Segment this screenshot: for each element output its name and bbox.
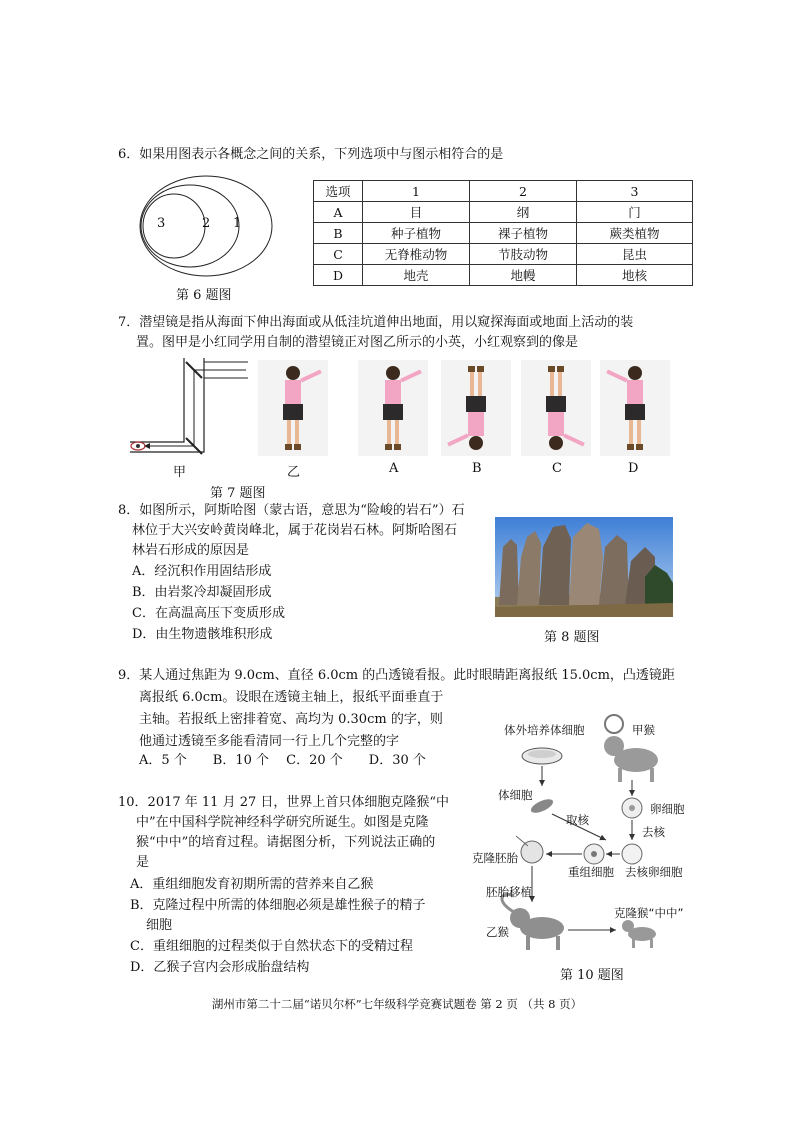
q8-line2: 林位于大兴安岭黄岗峰北，属于花岗岩石林。阿斯哈图石 [132,523,458,538]
label-transfer: 胚胎移植 [486,885,532,899]
table-header-cell: 3 [577,181,693,202]
q8-option-b: B．由岩浆冷却凝固形成 [132,585,272,600]
table-cell: B [314,223,363,244]
table-cell: 裸子植物 [470,223,577,244]
q8-option-c: C．在高温高压下变质形成 [132,606,285,621]
q6-options-table [313,180,693,286]
page-footer: 湖州市第二十二届“诺贝尔杯”七年级科学竞赛试题卷 第 2 页 （共 8 页） [211,997,583,1011]
label-somatic: 体细胞 [498,788,533,802]
q10-option-b: B．克隆过程中所需的体细胞必须是雄性猴子的精子 [130,898,426,913]
table-header-row [314,181,693,202]
photo-yi-child [258,360,328,456]
q8-line1: 8．如图所示，阿斯哈图（蒙古语，意思为“险峻的岩石”）石 [118,503,465,518]
table-cell: 地核 [577,265,693,286]
q8-option-d: D．由生物遗骸堆积形成 [132,627,273,642]
table-row [314,265,693,286]
photo-option-b [441,360,511,456]
circle-label-3: 3 [157,216,166,231]
rock-forest-photo [495,517,673,617]
table-row [314,223,693,244]
table-header-cell: 选项 [314,181,363,202]
label-enucleated: 去核卵细胞 [625,865,683,879]
table-cell: 节肢动物 [470,244,577,265]
q8-caption: 第 8 题图 [544,630,600,645]
circle-label-1: 1 [233,216,242,231]
label-monkey-b: 乙猴 [486,925,509,939]
q10-line3: 猴“中中”的培育过程。请据图分析，下列说法正确的 [136,835,436,850]
q7-caption: 第 7 题图 [210,486,266,501]
table-cell: 地幔 [470,265,577,286]
table-cell: 无脊椎动物 [363,244,470,265]
q9-line1: 9．某人通过焦距为 9.0cm、直径 6.0cm 的凸透镜看报。此时眼睛距离报纸 15.0cm，凸透镜距 [118,668,675,683]
table-cell: 纲 [470,202,577,223]
label-egg: 卵细胞 [650,802,685,816]
table-cell: 蕨类植物 [577,223,693,244]
table-cell: D [314,265,363,286]
label-d: D [628,461,639,476]
label-result: 克隆猴“中中” [614,906,684,920]
q10-option-a: A．重组细胞发育初期所需的营养来自乙猴 [130,877,374,892]
circle-label-2: 2 [202,216,211,231]
q8-line3: 林岩石形成的原因是 [132,543,250,558]
label-embryo: 克隆胚胎 [472,851,518,865]
q10-line1: 10．2017 年 11 月 27 日，世界上首只体细胞克隆猴“中 [118,795,450,810]
q9-line3: 主轴。若报纸上密排着宽、高均为 0.30cm 的字，则 [139,712,443,727]
photo-option-d [600,360,670,456]
label-remove-nucleus: 去核 [642,825,665,839]
table-cell: 目 [363,202,470,223]
table-header-cell: 2 [470,181,577,202]
table-row [314,244,693,265]
table-cell: C [314,244,363,265]
label-take-nucleus: 取核 [566,813,589,827]
q10-line2: 中”在中国科学院神经科学研究所诞生。如图是克隆 [136,815,429,830]
q6-stem: 6．如果用图表示各概念之间的关系，下列选项中与图示相符合的是 [118,147,504,162]
photo-option-a [358,360,428,456]
q9-line4: 他通过透镜至多能看清同一行上几个完整的字 [139,734,400,749]
table-header-cell: 1 [363,181,470,202]
table-cell: 地壳 [363,265,470,286]
q10-option-b-cont: 细胞 [146,918,173,933]
table-cell: A [314,202,363,223]
q10-option-c: C．重组细胞的过程类似于自然状态下的受精过程 [130,939,413,954]
q7-line1: 7．潜望镜是指从海面下伸出海面或从低洼坑道伸出地面，用以窥探海面或地面上活动的装 [118,315,634,330]
periscope-diagram [128,356,250,462]
q6-caption: 第 6 题图 [176,288,232,303]
label-a: A [389,461,399,476]
q9-options: A．5 个 B．10 个 C．20 个 D．30 个 [139,753,426,768]
q8-option-a: A．经沉积作用固结形成 [132,564,272,579]
label-c: C [552,461,562,476]
label-culture: 体外培养体细胞 [504,723,585,737]
label-monkey-a: 甲猴 [632,723,655,737]
q7-line2: 置。图甲是小红同学用自制的潜望镜正对图乙所示的小英，小红观察到的像是 [136,335,579,350]
label-yi: 乙 [287,465,301,480]
q10-option-d: D．乙猴子宫内会形成胎盘结构 [130,960,310,975]
label-recombined: 重组细胞 [568,865,614,879]
label-b: B [472,461,482,476]
photo-option-c [521,360,591,456]
label-jia: 甲 [173,465,187,480]
table-cell: 门 [577,202,693,223]
q10-line4: 是 [136,855,150,870]
table-cell: 种子植物 [363,223,470,244]
q10-caption: 第 10 题图 [560,968,624,983]
table-row [314,202,693,223]
q9-line2: 离报纸 6.0cm。设眼在透镜主轴上，报纸平面垂直于 [139,690,444,705]
table-cell: 昆虫 [577,244,693,265]
